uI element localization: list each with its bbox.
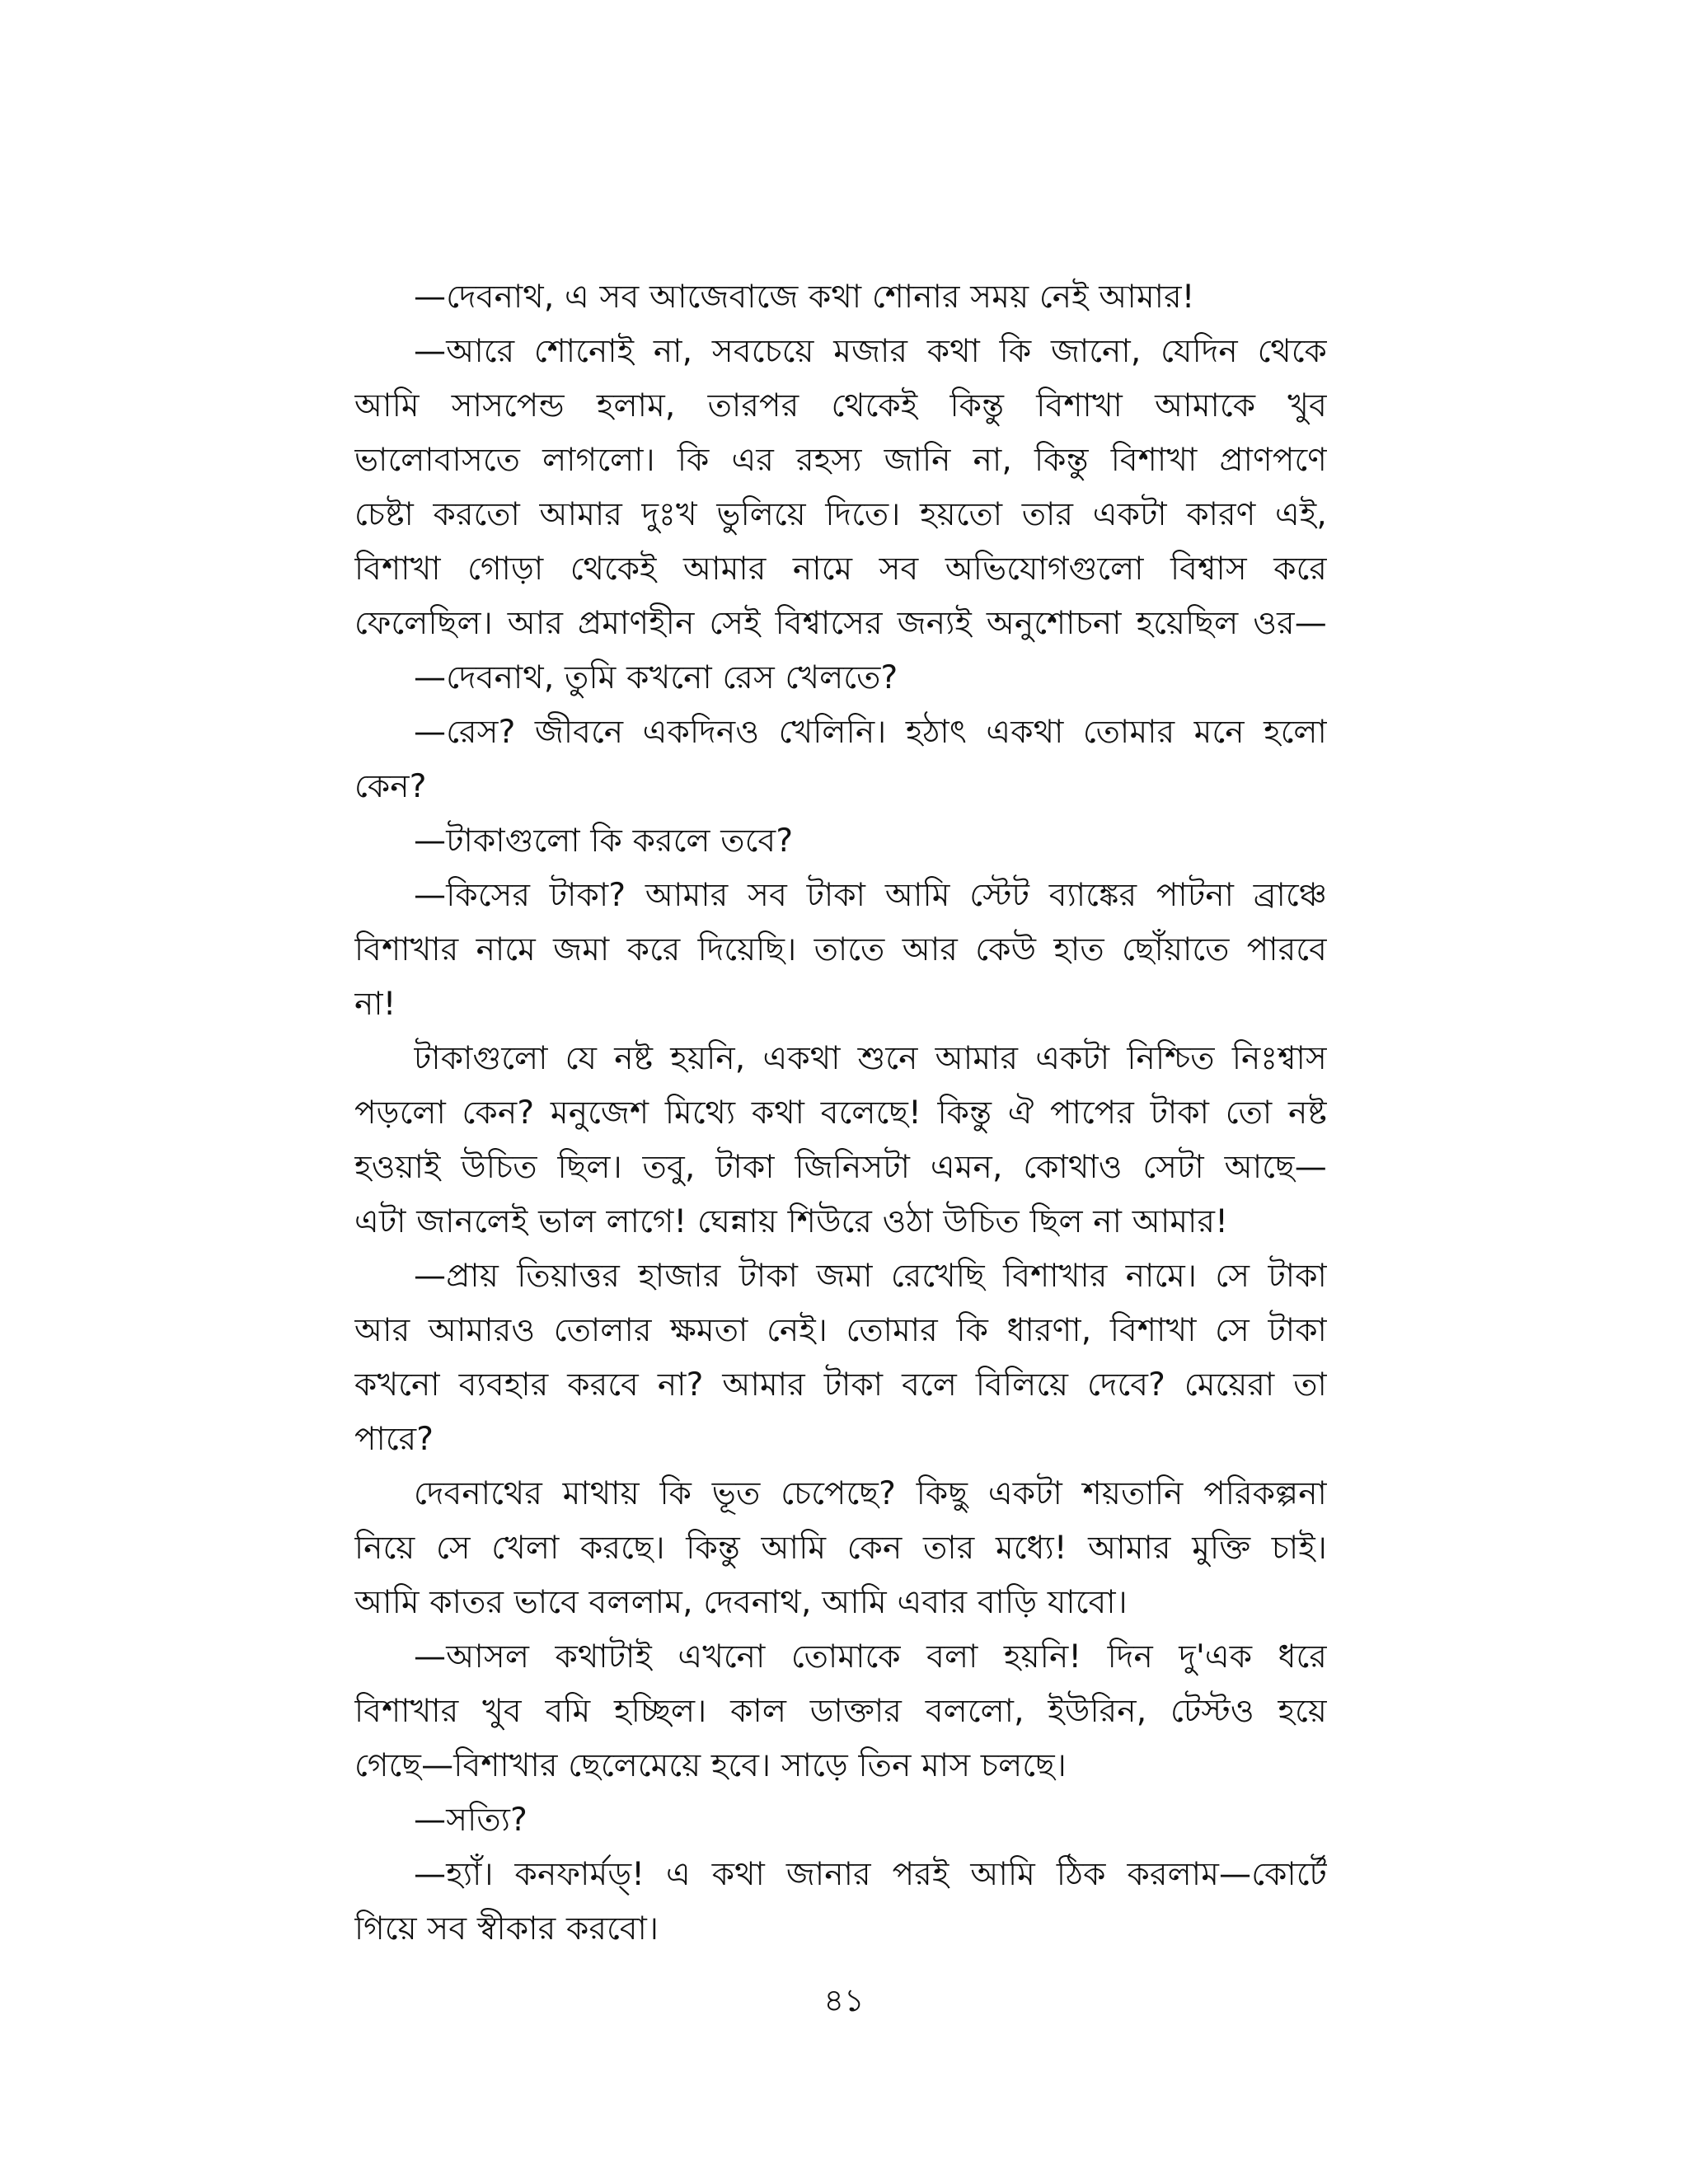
text-line-27: বিশাখার খুব বমি হচ্ছিল। কাল ডাক্তার বললো, ইউরিন, টেস্টও হয়ে — [354, 1693, 1327, 1730]
text-line-16: পড়লো কেন? মনুজেশ মিথ্যে কথা বলেছে! কিন্তু ঐ পাপের টাকা তো নষ্ট — [354, 1094, 1327, 1132]
text-line-17: হওয়াই উচিত ছিল। তবু, টাকা জিনিসটা এমন, কোথাও সেটা আছে— — [354, 1149, 1327, 1186]
text-line-18: এটা জানলেই ভাল লাগে! ঘেন্নায় শিউরে ওঠা উচিত ছিল না আমার! — [354, 1203, 1229, 1240]
text-line-12: —কিসের টাকা? আমার সব টাকা আমি স্টেট ব্যাঙ্কের পাটনা ব্রাঞ্চে — [414, 877, 1327, 914]
text-line-19: —প্রায় তিয়াত্তর হাজার টাকা জমা রেখেছি বিশাখার নামে। সে টাকা — [414, 1258, 1327, 1295]
text-line-20: আর আমারও তোলার ক্ষমতা নেই। তোমার কি ধারণা, বিশাখা সে টাকা — [354, 1312, 1327, 1349]
text-line-4: ভালোবাসতে লাগলো। কি এর রহস্য জানি না, কিন্তু বিশাখা প্রাণপণে — [354, 442, 1327, 479]
text-line-15: টাকাগুলো যে নষ্ট হয়নি, একথা শুনে আমার একটা নিশ্চিত নিঃশ্বাস — [414, 1040, 1327, 1077]
text-line-13: বিশাখার নামে জমা করে দিয়েছি। তাতে আর কেউ হাত ছোঁয়াতে পারবে — [354, 931, 1327, 968]
text-line-30: —হ্যাঁ। কনফার্মড্! এ কথা জানার পরই আমি ঠিক করলাম—কোর্টে — [414, 1856, 1327, 1893]
text-line-25: আমি কাতর ভাবে বললাম, দেবনাথ, আমি এবার বাড়ি যাবো। — [354, 1584, 1128, 1621]
text-line-9: —রেস? জীবনে একদিনও খেলিনি। হঠাৎ একথা তোমার মনে হলো — [414, 714, 1327, 751]
text-line-5: চেষ্টা করতো আমার দুঃখ ভুলিয়ে দিতে। হয়তো তার একটা কারণ এই, — [354, 496, 1327, 533]
text-line-26: —আসল কথাটাই এখনো তোমাকে বলা হয়নি! দিন দু'এক ধরে — [414, 1638, 1327, 1675]
text-line-7: ফেলেছিল। আর প্রমাণহীন সেই বিশ্বাসের জন্যই অনুশোচনা হয়েছিল ওর— — [354, 605, 1327, 642]
text-line-8: —দেবনাথ, তুমি কখনো রেস খেলতে? — [414, 659, 898, 696]
text-line-28: গেছে—বিশাখার ছেলেমেয়ে হবে। সাড়ে তিন মাস চলছে। — [354, 1747, 1067, 1784]
text-line-14: না! — [354, 986, 396, 1023]
text-line-11: —টাকাগুলো কি করলে তবে? — [414, 823, 794, 860]
text-line-1: —দেবনাথ, এ সব আজেবাজে কথা শোনার সময় নেই আমার! — [414, 279, 1195, 316]
text-line-6: বিশাখা গোড়া থেকেই আমার নামে সব অভিযোগগুলো বিশ্বাস করে — [354, 551, 1327, 588]
text-line-22: পারে? — [354, 1421, 434, 1458]
page-number: ৪১ — [823, 1982, 865, 2018]
text-line-10: কেন? — [354, 768, 427, 805]
text-line-31: গিয়ে সব স্বীকার করবো। — [354, 1910, 659, 1947]
text-line-29: —সত্যি? — [414, 1802, 528, 1839]
text-line-23: দেবনাথের মাথায় কি ভূত চেপেছে? কিছু একটা শয়তানি পরিকল্পনা — [414, 1475, 1327, 1512]
text-line-24: নিয়ে সে খেলা করছে। কিন্তু আমি কেন তার মধ্যে! আমার মুক্তি চাই। — [354, 1530, 1327, 1567]
text-line-3: আমি সাসপেন্ড হলাম, তারপর থেকেই কিন্তু বিশাখা আমাকে খুব — [354, 387, 1327, 424]
text-line-2: —আরে শোনোই না, সবচেয়ে মজার কথা কি জানো, যেদিন থেকে — [414, 333, 1327, 370]
text-line-21: কখনো ব্যবহার করবে না? আমার টাকা বলে বিলিয়ে দেবে? মেয়েরা তা — [354, 1366, 1327, 1404]
